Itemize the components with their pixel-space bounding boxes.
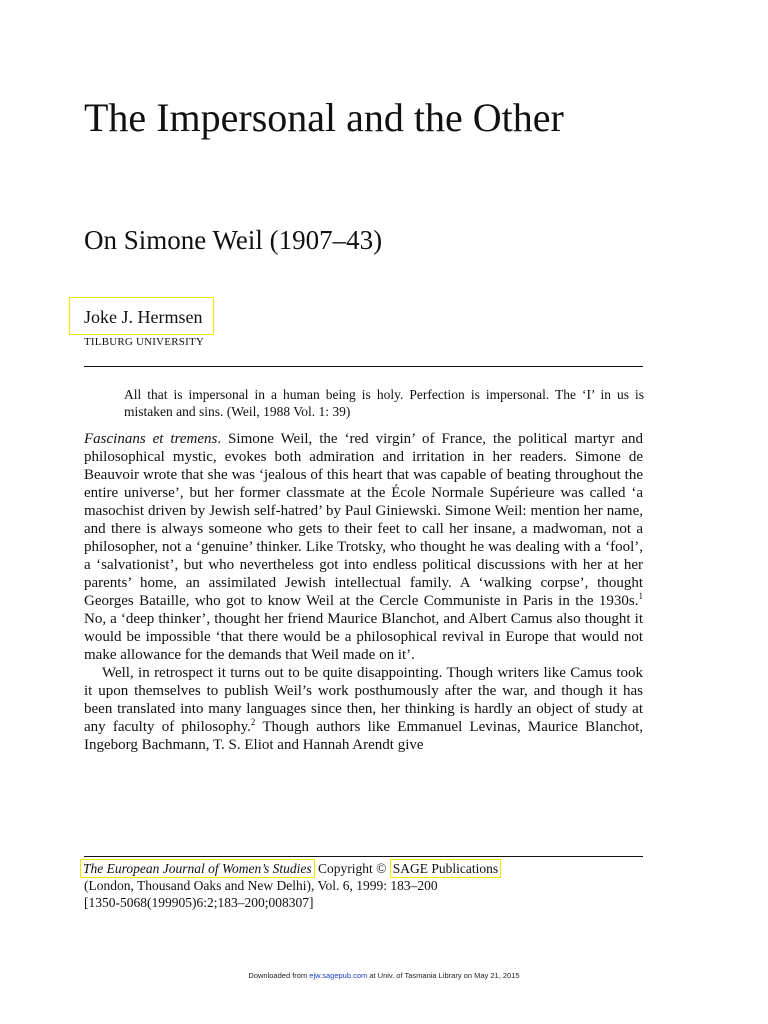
footnote-marker[interactable]: 1 bbox=[638, 591, 643, 601]
download-source-link[interactable]: ejw.sagepub.com bbox=[309, 971, 368, 980]
body-paragraph bbox=[84, 430, 643, 664]
header-divider bbox=[84, 366, 643, 367]
copyright-text: Copyright © bbox=[314, 861, 390, 876]
author-name[interactable]: Joke J. Hermsen bbox=[69, 297, 214, 335]
paragraph-text: Though authors like Emmanuel Levinas, Maurice Blanchot, Ingeborg Bachmann, T. S. Eliot and Hannah Arendt give bbox=[84, 719, 644, 753]
article-title: The Impersonal and the Other bbox=[84, 95, 564, 140]
citation-line-1 bbox=[84, 860, 644, 877]
body-paragraph bbox=[84, 664, 643, 754]
article-body bbox=[84, 430, 643, 754]
download-prefix: Downloaded from bbox=[248, 971, 310, 980]
author-affiliation: TILBURG UNIVERSITY bbox=[84, 336, 205, 348]
citation-line-2: (London, Thousand Oaks and New Delhi), Vol. 6, 1999: 183–200 bbox=[84, 878, 438, 893]
paragraph-text: Well, in retrospect it turns out to be quite disappointing. Though writers like Camus took it upon themselves to publish Weil’s work posthumously after the war, and though it has been translated into many languages since then, her thinking is hardly an object of study at any faculty of philosophy. bbox=[84, 665, 643, 735]
paragraph-text: . Simone Weil, the ‘red virgin’ of France, the political martyr and philosophical mystic, evokes both admiration and irritation in her readers. Simone de Beauvoir wrote that she was ‘jealous of this heart that was capable of beating throughout the entire universe’, but her former classmate at the École Normale Supérieure was called ‘a masochist driven by Jewish self-hatred’ by Paul Giniewski. Simone Weil: mention her name, and there is always someone who gets to their feet to call her insane, a madwoman, not a philosopher, not a ‘genuine’ thinker. Like Trotsky, who thought he was dealing with a ‘fool’, a ‘salvationist’, but who nevertheless got into endless political discussions with her at her parents’ home, an assimilated Jewish intellectual family. A ‘walking corpse’, thought Georges Bataille, who got to know Weil at the Cercle Communiste in Paris in the 1930s. bbox=[84, 431, 643, 609]
download-notice bbox=[0, 971, 768, 980]
article-subtitle: On Simone Weil (1907–43) bbox=[84, 225, 383, 255]
footnote-marker[interactable]: 2 bbox=[250, 717, 256, 727]
publisher-link[interactable]: SAGE Publications bbox=[390, 859, 501, 878]
epigraph: All that is impersonal in a human being is holy. Perfection is impersonal. The ‘I’ in us is mistaken and sins. (Weil, 1988 Vol. 1: 39) bbox=[124, 387, 644, 419]
citation-footer bbox=[84, 860, 644, 911]
paragraph-text: No, a ‘deep thinker’, thought her friend Maurice Blanchot, and Albert Camus also thought it would be impossible ‘that there would be a philosophical revival in Europe that would not make allowance for the demands that Weil made on it’. bbox=[84, 611, 643, 663]
footer-divider bbox=[84, 856, 643, 857]
download-suffix: at Univ. of Tasmania Library on May 21, 2015 bbox=[367, 971, 520, 980]
citation-line-3: [1350-5068(199905)6:2;183–200;008307] bbox=[84, 895, 314, 910]
italic-phrase: Fascinans et tremens bbox=[84, 431, 218, 447]
journal-link[interactable]: The European Journal of Women’s Studies bbox=[80, 859, 315, 878]
